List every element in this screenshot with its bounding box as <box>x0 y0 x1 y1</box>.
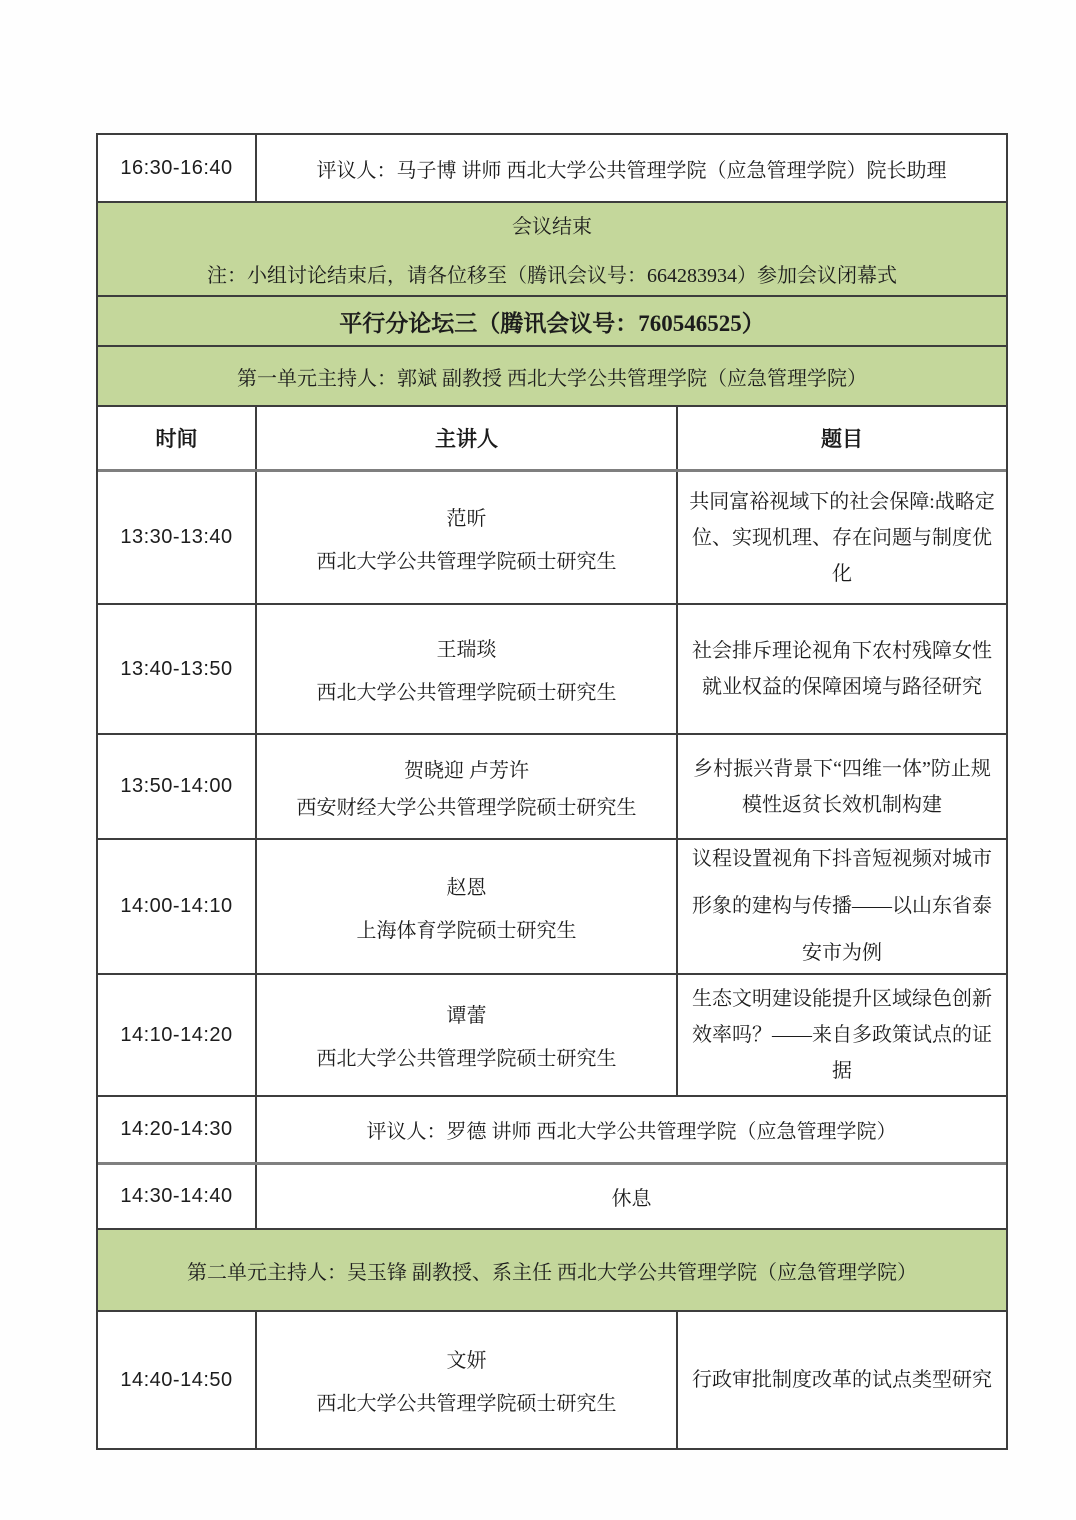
title-cell <box>676 605 1006 733</box>
time-cell: 13:40-13:50 <box>120 657 233 680</box>
session-row <box>98 840 1006 975</box>
speaker-cell <box>255 735 676 838</box>
paper-title: 行政审批制度改革的试点类型研究 <box>692 1369 992 1391</box>
speaker-affiliation: 西北大学公共管理学院硕士研究生 <box>316 1393 617 1415</box>
meeting-end-row <box>98 203 1006 297</box>
speaker-affiliation: 西安财经大学公共管理学院硕士研究生 <box>296 796 637 819</box>
speaker-name: 王瑞琰 <box>436 639 497 661</box>
meeting-end-note: 注：小组讨论结束后，请各位移至（腾讯会议号：664283934）参加会议闭幕式 <box>207 265 897 287</box>
speaker-cell <box>255 472 676 603</box>
break-text: 休息 <box>255 1165 1006 1228</box>
title-cell <box>676 1312 1006 1448</box>
paper-title: 议程设置视角下抖音短视频对城市形象的建构与传播——以山东省泰安市为例 <box>692 848 992 964</box>
reviewer-text: 评议人：罗德 讲师 西北大学公共管理学院（应急管理学院） <box>255 1097 1006 1162</box>
reviewer-text: 评议人：马子博 讲师 西北大学公共管理学院（应急管理学院）院长助理 <box>255 135 1006 201</box>
time-cell: 14:20-14:30 <box>120 1118 233 1140</box>
forum-title: 平行分论坛三（腾讯会议号：760546525） <box>98 297 1006 345</box>
time-cell: 13:30-13:40 <box>120 526 233 548</box>
title-cell <box>676 975 1006 1095</box>
speaker-affiliation: 西北大学公共管理学院硕士研究生 <box>316 550 617 573</box>
header-speaker: 主讲人 <box>255 407 676 469</box>
paper-title: 生态文明建设能提升区域绿色创新效率吗？——来自多政策试点的证据 <box>692 988 992 1082</box>
time-cell: 14:30-14:40 <box>120 1185 233 1207</box>
table-header-row <box>98 407 1006 472</box>
time-cell: 14:40-14:50 <box>120 1368 233 1391</box>
session-row <box>98 975 1006 1097</box>
paper-title: 社会排斥理论视角下农村残障女性就业权益的保障困境与路径研究 <box>692 640 992 698</box>
speaker-cell <box>255 840 676 973</box>
reviewer-row-1 <box>98 135 1006 203</box>
session-row <box>98 1312 1006 1448</box>
header-title: 题目 <box>676 407 1006 469</box>
break-row <box>98 1165 1006 1230</box>
speaker-name: 谭蕾 <box>446 1005 487 1027</box>
unit2-host-row <box>98 1230 1006 1312</box>
session-row <box>98 472 1006 605</box>
speaker-name: 范昕 <box>446 507 487 530</box>
paper-title: 乡村振兴背景下“四维一体”防止规模性返贫长效机制构建 <box>693 757 991 816</box>
title-cell <box>676 840 1006 973</box>
schedule-table <box>96 133 1008 1450</box>
speaker-name: 贺晓迎 卢芳许 <box>404 759 529 782</box>
unit2-host-text: 第二单元主持人：吴玉锋 副教授、系主任 西北大学公共管理学院（应急管理学院） <box>98 1230 1006 1310</box>
paper-title: 共同富裕视域下的社会保障:战略定位、实现机理、存在问题与制度优化 <box>689 490 995 585</box>
speaker-affiliation: 上海体育学院硕士研究生 <box>356 919 577 942</box>
reviewer-row-2 <box>98 1097 1006 1165</box>
meeting-end-title: 会议结束 <box>512 216 592 238</box>
time-cell: 14:10-14:20 <box>120 1023 233 1046</box>
header-time: 时间 <box>155 427 198 451</box>
time-cell: 14:00-14:10 <box>120 895 233 917</box>
unit1-host-text: 第一单元主持人：郭斌 副教授 西北大学公共管理学院（应急管理学院） <box>98 347 1006 405</box>
title-cell <box>676 472 1006 603</box>
speaker-cell <box>255 605 676 733</box>
speaker-cell <box>255 975 676 1095</box>
session-row <box>98 605 1006 735</box>
speaker-cell <box>255 1312 676 1448</box>
forum-title-row <box>98 297 1006 347</box>
speaker-name: 赵恩 <box>446 876 487 899</box>
session-row <box>98 735 1006 840</box>
speaker-affiliation: 西北大学公共管理学院硕士研究生 <box>316 1048 617 1070</box>
time-cell: 16:30-16:40 <box>120 156 233 179</box>
speaker-affiliation: 西北大学公共管理学院硕士研究生 <box>316 682 617 704</box>
meeting-end-cell <box>98 203 1006 295</box>
title-cell <box>676 735 1006 838</box>
unit1-host-row <box>98 347 1006 407</box>
speaker-name: 文妍 <box>446 1350 487 1372</box>
time-cell: 13:50-14:00 <box>120 775 233 797</box>
